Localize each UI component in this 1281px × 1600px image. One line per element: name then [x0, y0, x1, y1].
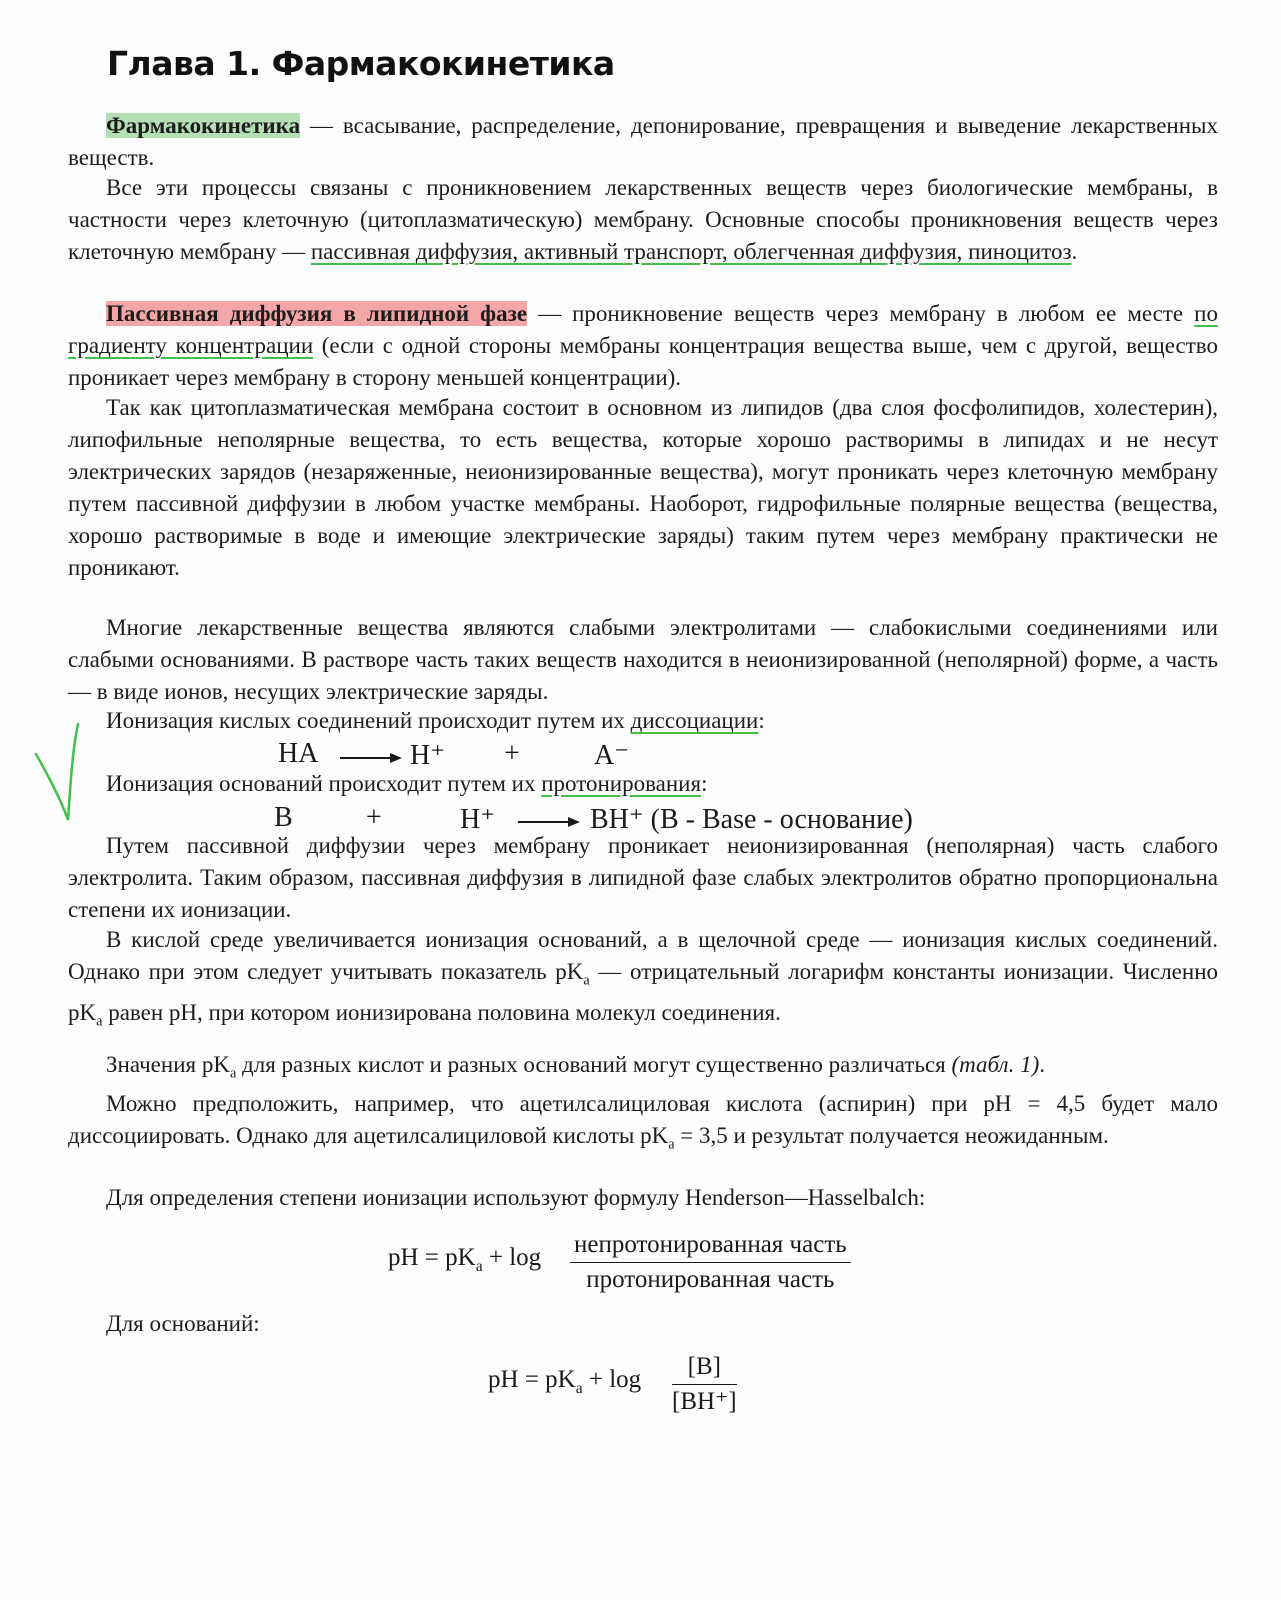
paragraph-base-ionization: Ионизация оснований происходит путем их протонирования:	[106, 771, 708, 796]
underlined-transport-ways: пассивная диффузия, активный транспорт, облегченная диффузия, пиноцитоз	[310, 239, 1072, 264]
checkmark-icon	[30, 712, 90, 832]
term-pharmacokinetics: Фармакокинетика	[106, 113, 301, 138]
paragraph-electrolytes: Многие лекарственные вещества являются слабыми электролитами — слабокислыми соединениями или слабыми основаниями. В растворе часть таких веществ находится в неионизированной (неполярной) форме, а часть — в виде ионов, несущих электрические заряды.	[68, 615, 1218, 704]
equation-base-protonation: B + H⁺ BH⁺ (B - Base - основание)	[274, 802, 913, 835]
chapter-title: Глава 1. Фармакокинетика	[107, 44, 615, 83]
paragraph-henderson: Для определения степени ионизации используют формулу Henderson—Hasselbalch:	[106, 1185, 926, 1210]
reaction-arrow-icon	[518, 814, 582, 830]
paragraph-acid-ionization: Ионизация кислых соединений происходит путем их диссоциации:	[106, 708, 765, 733]
paragraph-passive-diffusion: Пассивная диффузия в липидной фазе — проникновение веществ через мембрану в любом ее месте по градиенту концентрации (если с одной стороны мембраны концентрация вещества выше, чем с другой, вещество проникает через мембрану в сторону меньшей концентрации).	[68, 301, 1218, 390]
paragraph-lipids: Так как цитоплазматическая мембрана состоит в основном из липидов (два слоя фосфолипидов, холестерин), липофильные неполярные вещества, то есть вещества, которые хорошо растворимы в липидах и не несут электрических зарядов (незаряженные, неионизированные вещества), могут проникать через клеточную мембрану путем пассивной диффузии в любом участке мембраны. Наоборот, гидрофильные полярные вещества (вещества, хорошо растворимые в воде и имеющие электрические заряды) таким путем через мембрану практически не проникают.	[68, 395, 1218, 580]
fraction: непротонированная часть протонированная часть	[570, 1228, 851, 1297]
paragraph-membrane-ways: Все эти процессы связаны с проникновением лекарственных веществ через биологические мембраны, в частности через клеточную (цитоплазматическую) мембрану. Основные способы проникновения веществ через клеточную мембрану — пассивная диффузия, активный транспорт, облегченная диффузия, пиноцитоз.	[68, 175, 1218, 264]
table-reference: (табл. 1)	[951, 1052, 1040, 1077]
paragraph-pka: В кислой среде увеличивается ионизация оснований, а в щелочной среде — ионизация кислых соединений. Однако при этом следует учитывать показатель $pK_a$ — отрицательный логарифм константы ионизации. Численно $pK_a$ равен pH, при котором ионизирована половина молекул соединения.	[68, 927, 1219, 1030]
formula-henderson-hasselbalch: pH = $pK_a + \log$ непротонированная часть протонированная часть	[388, 1230, 908, 1300]
formula-bases: pH = $pK_a + \log$ $\frac{[B]}{[BH^+]}$	[488, 1350, 788, 1424]
underlined-dissociation: диссоциации	[630, 708, 759, 733]
paragraph-for-bases: Для оснований:	[106, 1311, 260, 1336]
paragraph-nonionized-part: Путем пассивной диффузии через мембрану проникает неионизированная (неполярная) часть слабого электролита. Таким образом, пассивная диффузия в липидной фазе слабых электролитов обратно пропорциональна степени их ионизации.	[68, 833, 1218, 922]
term-passive-diffusion: Пассивная диффузия в липидной фазе	[106, 301, 528, 326]
underlined-gradient: по градиенту концентрации	[68, 301, 1218, 358]
reaction-arrow-icon	[340, 750, 404, 766]
paragraph-definition: Фармакокинетика — всасывание, распределение, депонирование, превращения и выведение лекарственных веществ.	[68, 113, 1218, 170]
underlined-protonation: протонирования	[541, 771, 702, 796]
paragraph-pka-values: Значения $pK_a$ для разных кислот и разных оснований могут существенно различаться (табл. 1).	[106, 1052, 1045, 1082]
fraction: $\frac{[B]}{[BH^+]}$	[672, 1350, 737, 1419]
paragraph-aspirin: Можно предположить, например, что ацетилсалициловая кислота (аспирин) при pH = 4,5 будет мало диссоциировать. Однако для ацетилсалициловой кислоты $pK_a = 3,5$ и результат получается неожиданным.	[68, 1091, 1218, 1153]
equation-acid-dissociation: HA H⁺ + A⁻	[278, 738, 629, 771]
